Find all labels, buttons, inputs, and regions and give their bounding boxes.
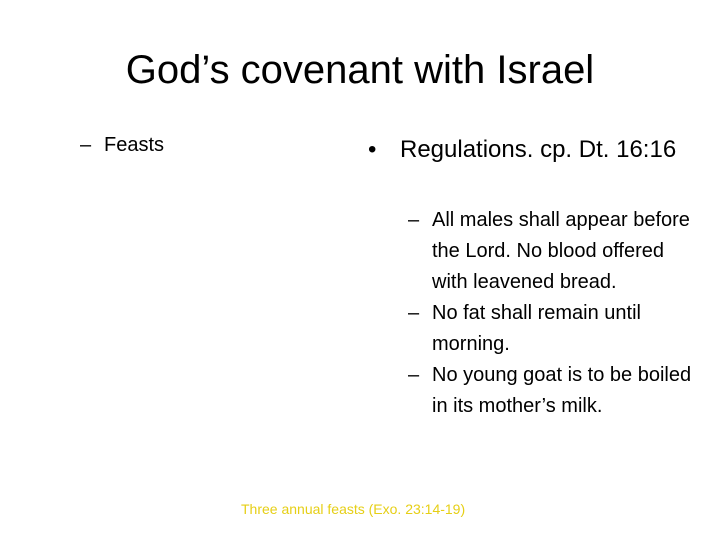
main-bullet-text: Regulations. cp. Dt. 16:16: [400, 136, 677, 163]
slide-title: God’s covenant with Israel: [125, 48, 595, 92]
dash-marker: –: [80, 134, 92, 156]
left-item-feasts: [80, 132, 164, 158]
dash-marker: –: [408, 302, 420, 324]
sub-bullet-text: No young goat is to be boiled in its mother’s milk.: [432, 364, 692, 417]
dash-marker: –: [408, 364, 420, 386]
dash-marker: –: [408, 209, 420, 231]
sub-bullet-text: All males shall appear before the Lord. No blood offered with leavened bread.: [432, 209, 690, 293]
caption-annual-feasts: Three annual feasts (Exo. 23:14-19): [241, 501, 466, 517]
left-item-label: Feasts: [104, 134, 165, 156]
sub-bullet-item: [408, 360, 698, 422]
sub-bullet-text: No fat shall remain until morning.: [432, 302, 641, 355]
bullet-marker: •: [368, 136, 377, 163]
main-bullet: [368, 134, 688, 166]
sub-bullet-list: [408, 205, 698, 422]
sub-bullet-item: [408, 298, 698, 360]
sub-bullet-item: [408, 205, 698, 298]
